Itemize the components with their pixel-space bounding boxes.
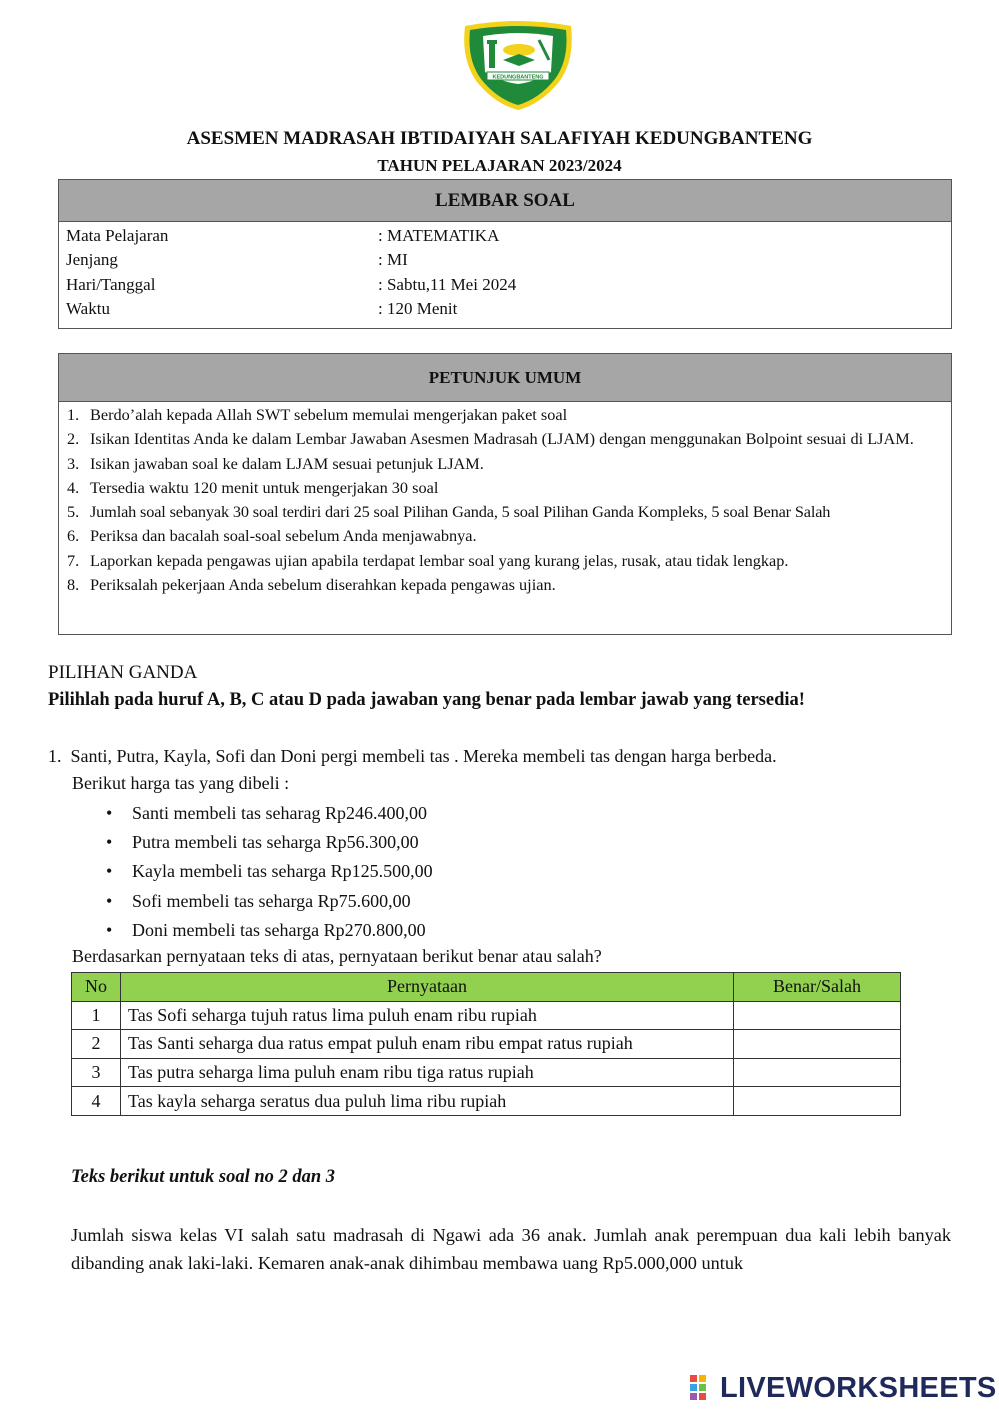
info-label: Waktu: [66, 299, 110, 319]
info-value: : MATEMATIKA: [378, 226, 500, 245]
list-item: • Putra membeli tas seharga Rp56.300,00: [132, 828, 948, 857]
item-number: 4.: [67, 477, 80, 497]
info-row: [66, 273, 951, 297]
row-number: 2: [72, 1030, 121, 1059]
item-text: Tersedia waktu 120 menit untuk mengerjakan 30 soal: [90, 477, 439, 497]
table-row: [72, 1030, 901, 1059]
item-text: Isikan jawaban soal ke dalam LJAM sesuai petunjuk LJAM.: [90, 453, 484, 473]
info-label: Mata Pelajaran: [66, 226, 169, 245]
info-label: Jenjang: [66, 250, 118, 270]
list-item: • Sofi membeli tas seharga Rp75.600,00: [132, 887, 948, 916]
column-header: No: [72, 973, 121, 1002]
row-number: 4: [72, 1087, 121, 1116]
row-number: 1: [72, 1001, 121, 1030]
list-item: [67, 403, 943, 427]
item-number: 8.: [67, 575, 80, 595]
section-instruction: Pilihlah pada huruf A, B, C atau D pada jawaban yang benar pada lembar jawab yang tersedia!: [48, 690, 805, 710]
petunjuk-umum-box: [58, 353, 952, 635]
list-item: • Santi membeli tas seharag Rp246.400,00: [132, 799, 948, 828]
item-text: Laporkan kepada pengawas ujian apabila terdapat lembar soal yang kurang jelas, rusak, atau tidak lengkap.: [90, 550, 789, 570]
item-number: 2.: [67, 429, 80, 449]
answer-cell[interactable]: [734, 1030, 901, 1059]
column-header: Benar/Salah: [734, 973, 901, 1002]
item-text: Isikan Identitas Anda ke dalam Lembar Jawaban Asesmen Madrasah (LJAM) dengan menggunakan Bolpoint sesuai di LJAM.: [90, 429, 914, 449]
list-item: • Kayla membeli tas seharga Rp125.500,00: [132, 857, 948, 886]
question-prompt: Berdasarkan pernyataan teks di atas, pernyataan berikut benar atau salah?: [72, 946, 602, 967]
answer-cell[interactable]: [734, 1087, 901, 1116]
question-subtext: Berikut harga tas yang dibeli :: [72, 773, 290, 793]
item-number: 5.: [67, 502, 80, 522]
info-row: [66, 224, 951, 248]
info-label: Hari/Tanggal: [66, 274, 156, 294]
item-text: Periksalah pekerjaan Anda sebelum diserahkan kepada pengawas ujian.: [90, 575, 556, 595]
item-number: 3.: [67, 453, 80, 473]
school-logo: [459, 20, 577, 112]
list-item: [67, 573, 943, 597]
row-number: 3: [72, 1058, 121, 1087]
question-text: 1. Santi, Putra, Kayla, Sofi dan Doni pergi membeli tas . Mereka membeli tas dengan harga berbeda.: [48, 746, 777, 766]
answer-cell[interactable]: [734, 1058, 901, 1087]
column-header: Pernyataan: [121, 973, 734, 1002]
price-list: [48, 799, 948, 945]
list-item: [67, 549, 943, 573]
lembar-soal-box: [58, 179, 952, 329]
info-row: [66, 297, 951, 321]
statement-cell: Tas Sofi seharga tujuh ratus lima puluh enam ribu rupiah: [121, 1001, 734, 1030]
text-heading: Teks berikut untuk soal no 2 dan 3: [71, 1167, 336, 1187]
list-item: [67, 427, 943, 451]
story-paragraph: Jumlah siswa kelas VI salah satu madrasah di Ngawi ada 36 anak. Jumlah anak perempuan dua kali lebih banyak dibanding anak laki-laki. Kemaren anak-anak dihimbau membawa uang Rp5.000,000 untuk: [71, 1225, 951, 1273]
list-item: [67, 524, 943, 548]
section-title: PILIHAN GANDA: [48, 662, 198, 683]
exam-info: [59, 222, 951, 322]
item-text: Berdo’alah kepada Allah SWT sebelum memulai mengerjakan paket soal: [90, 405, 568, 424]
item-number: 7.: [67, 550, 80, 570]
item-text: Periksa dan bacalah soal-soal sebelum Anda menjawabnya.: [90, 526, 477, 546]
info-value: : MI: [378, 250, 408, 270]
page-subtitle: TAHUN PELAJARAN 2023/2024: [377, 156, 622, 175]
table-row: [72, 1058, 901, 1087]
list-item: [67, 452, 943, 476]
petunjuk-heading: PETUNJUK UMUM: [59, 354, 951, 402]
watermark-text: LIVEWORKSHEETS: [720, 1372, 997, 1404]
list-item: [67, 500, 943, 524]
item-number: 1.: [67, 405, 80, 424]
info-value: : 120 Menit: [378, 299, 458, 319]
benar-salah-table: [71, 972, 901, 1116]
statement-cell: Tas kayla seharga seratus dua puluh lima ribu rupiah: [121, 1087, 734, 1116]
statement-cell: Tas Santi seharga dua ratus empat puluh enam ribu empat ratus rupiah: [121, 1030, 734, 1059]
list-item: [67, 476, 943, 500]
info-value: : Sabtu,11 Mei 2024: [378, 274, 517, 294]
table-row: [72, 1087, 901, 1116]
question-1: [48, 743, 948, 970]
item-number: 6.: [67, 526, 80, 546]
page-title: ASESMEN MADRASAH IBTIDAIYAH SALAFIYAH KEDUNGBANTENG: [186, 128, 813, 149]
lembar-soal-heading: LEMBAR SOAL: [59, 180, 951, 222]
svg-text:KEDUNGBANTENG: KEDUNGBANTENG: [492, 74, 544, 81]
statement-cell: Tas putra seharga lima puluh enam ribu tiga ratus rupiah: [121, 1058, 734, 1087]
item-text: Jumlah soal sebanyak 30 soal terdiri dari 25 soal Pilihan Ganda, 5 soal Pilihan Ganda Kompleks, 5 soal Benar Salah: [90, 502, 831, 522]
list-item: • Doni membeli tas seharga Rp270.800,00: [132, 916, 948, 945]
answer-cell[interactable]: [734, 1001, 901, 1030]
liveworksheets-icon: [690, 1375, 716, 1401]
petunjuk-list: [59, 402, 951, 597]
table-header-row: [72, 973, 901, 1002]
info-row: [66, 248, 951, 272]
table-row: [72, 1001, 901, 1030]
